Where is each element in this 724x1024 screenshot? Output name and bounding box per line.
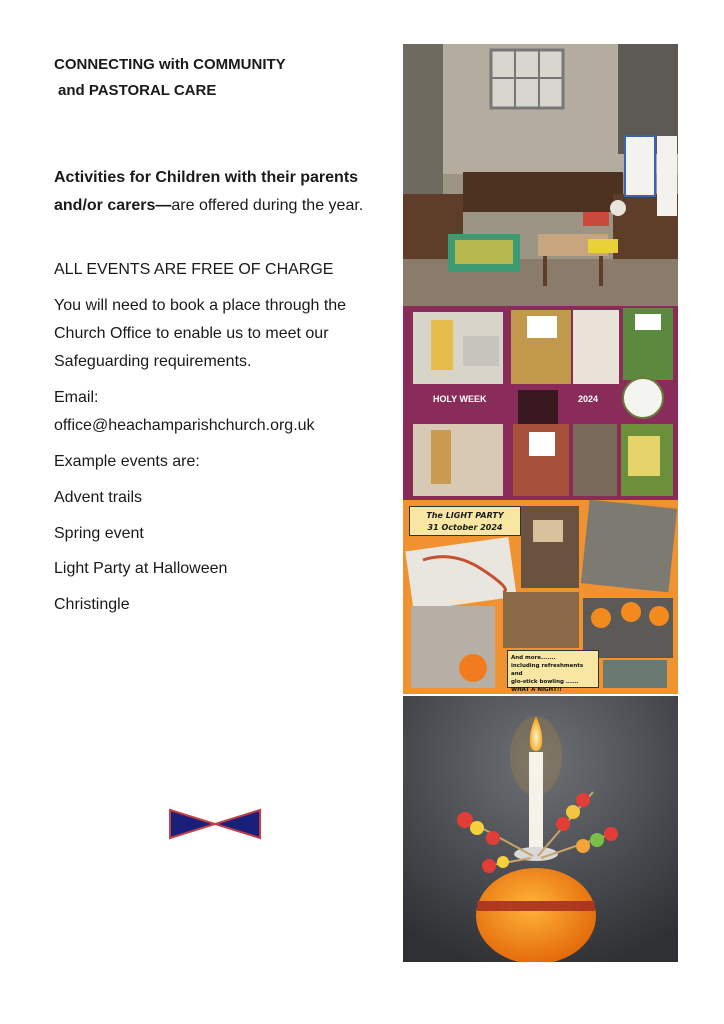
- page-heading: [54, 52, 394, 104]
- church-interior-photo: [403, 44, 678, 306]
- email-label: Email:: [54, 389, 99, 406]
- christingle-photo: [403, 696, 678, 962]
- heading-line-2: and PASTORAL CARE: [58, 82, 217, 99]
- intro-rest: are offered during the year.: [171, 197, 364, 214]
- more-line-2: including refreshments and: [511, 663, 584, 677]
- holy-week-year: 2024: [578, 394, 599, 404]
- light-party-date: 31 October 2024: [427, 523, 503, 532]
- holy-week-collage: [403, 306, 678, 500]
- bow-tie-divider-icon: [168, 808, 262, 840]
- examples-intro: Example events are:: [54, 453, 200, 470]
- intro-paragraph: [54, 164, 394, 220]
- light-party-more-note: [507, 650, 599, 693]
- intro-bold: Activities for Children with their parents and/or carers—: [54, 169, 359, 214]
- booking-paragraph: You will need to book a place through the Church Office to enable us to meet our Safeguarding requirements.: [54, 297, 347, 370]
- holy-week-label: HOLY WEEK: [433, 394, 487, 404]
- event-advent: Advent trails: [54, 489, 143, 506]
- event-light-party: Light Party at Halloween: [54, 560, 228, 577]
- event-christingle: Christingle: [54, 596, 130, 613]
- more-line-4: WHAT A NIGHT!!: [511, 687, 562, 693]
- light-party-title-line-1: The LIGHT PARTY: [426, 511, 504, 520]
- heading-line-1: CONNECTING with COMMUNITY: [54, 56, 286, 73]
- free-notice: ALL EVENTS ARE FREE OF CHARGE: [54, 261, 334, 278]
- more-line-3: glo-stick bowling ......: [511, 679, 579, 685]
- event-spring: Spring event: [54, 525, 144, 542]
- email-link[interactable]: office@heachamparishchurch.org.uk: [54, 417, 315, 434]
- light-party-collage: [403, 500, 678, 694]
- more-line-1: And more.......: [511, 655, 556, 661]
- light-party-title: [409, 506, 521, 536]
